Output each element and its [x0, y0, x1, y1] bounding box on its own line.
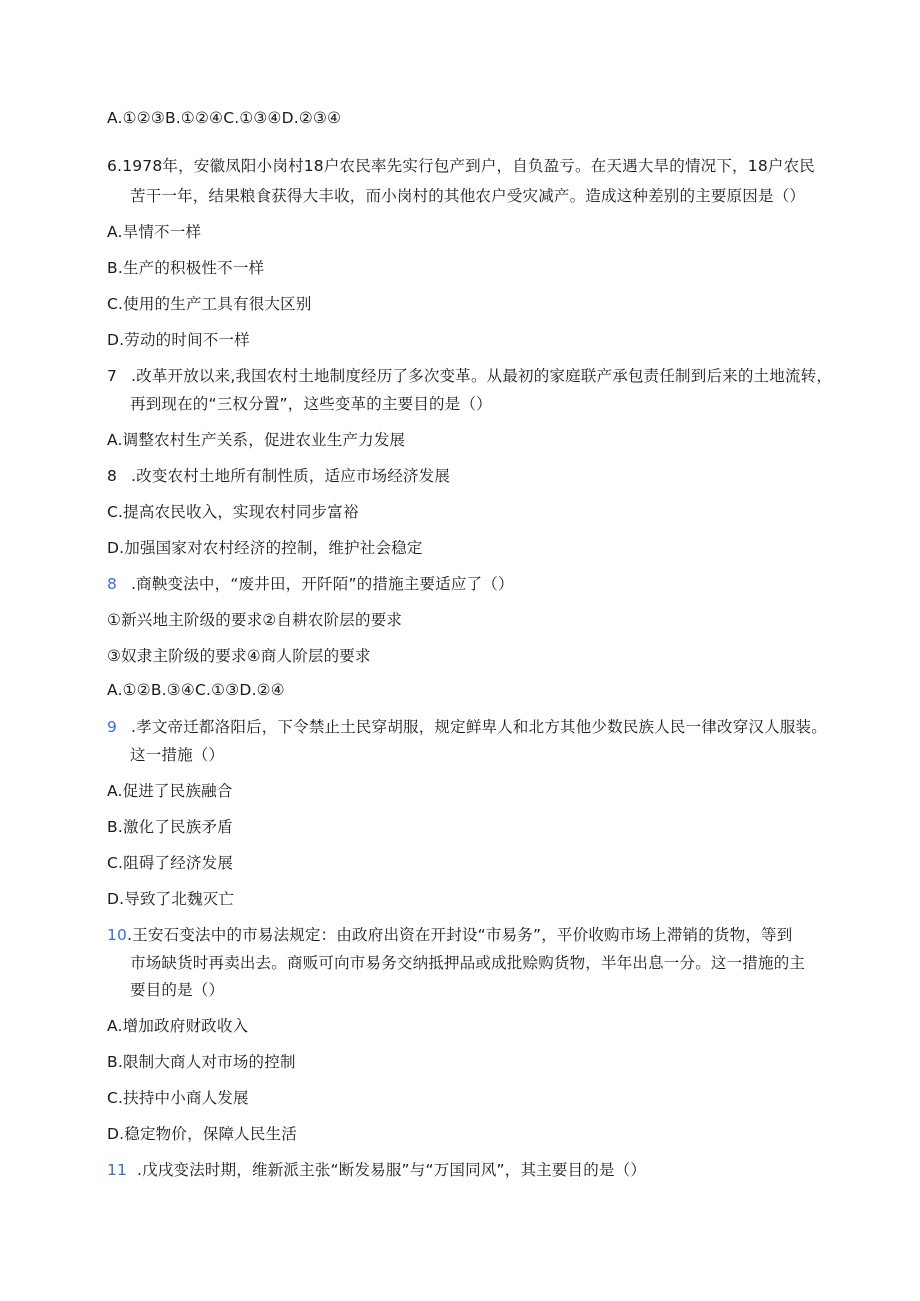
q11-stem [107, 1160, 646, 1180]
q6-option-a: A.旱情不一样 [107, 223, 202, 241]
q10-option-d: D.稳定物价，保障人民生活 [107, 1125, 297, 1143]
q7-option-b [107, 466, 450, 486]
q10-option-c: C.扶持中小商人发展 [107, 1089, 249, 1107]
q6-option-d: D.劳动的时间不一样 [107, 331, 250, 349]
q9-option-c: C.阻碍了经济发展 [107, 854, 234, 872]
q10-stem-line2: 市场缺货时再卖出去。商贩可向市易务交纳抵押品或成批赊购货物，半年出息一分。这一措施的主 [130, 954, 806, 972]
q6-stem-line1: 6.1978年，安徽凤阳小岗村18户农民率先实行包产到户，自负盈亏。在天遇大旱的情况下，18户农民 [107, 157, 815, 175]
q6-stem-line2: 苦干一年，结果粮食获得大丰收，而小岗村的其他农户受灾减产。造成这种差别的主要原因是（） [130, 187, 806, 205]
q9-number: 9 [107, 718, 118, 736]
q10-option-a: A.增加政府财政收入 [107, 1017, 249, 1035]
q10-number: 10 [107, 926, 128, 944]
q8-stem [107, 574, 514, 594]
q11-number: 11 [107, 1161, 128, 1179]
q7-stem-line1 [107, 366, 832, 386]
q8-stem-text: .商鞅变法中，“废井田，开阡陌”的措施主要适应了（） [131, 575, 514, 593]
q8-options: A.①②B.③④C.①③D.②④ [107, 681, 285, 699]
q8-items-1: ①新兴地主阶级的要求②自耕农阶层的要求 [107, 611, 403, 629]
q7-option-d: D.加强国家对农村经济的控制，维护社会稳定 [107, 539, 423, 557]
q9-option-b: B.激化了民族矛盾 [107, 818, 233, 836]
q7-option-a: A.调整农村生产关系，促进农业生产力发展 [107, 431, 406, 449]
q9-option-a: A.促进了民族融合 [107, 782, 233, 800]
q6-option-c: C.使用的生产工具有很大区别 [107, 295, 312, 313]
q7-number: 7 [107, 367, 118, 385]
q9-stem-text: .孝文帝迁都洛阳后，下令禁止土民穿胡服，规定鲜卑人和北方其他少数民族人民一律改穿汉人服装。 [131, 718, 827, 736]
q10-stem-line3: 要目的是（） [130, 981, 225, 999]
q7-stem-line2: 再到现在的“三权分置”，这些变革的主要目的是（） [130, 395, 492, 413]
q9-stem-line2: 这一措施（） [130, 746, 225, 764]
q10-option-b: B.限制大商人对市场的控制 [107, 1053, 296, 1071]
q10-stem-text: .王安石变法中的市易法规定：由政府出资在开封设“市易务”，平价收购市场上滞销的货物，等到 [127, 926, 793, 944]
q7-option-c: C.提高农民收入，实现农村同步富裕 [107, 503, 359, 521]
q7-option-b-number: 8 [107, 467, 118, 485]
q6-option-b: B.生产的积极性不一样 [107, 259, 265, 277]
q5-options: A.①②③B.①②④C.①③④D.②③④ [107, 109, 342, 127]
q9-option-d: D.导致了北魏灭亡 [107, 890, 235, 908]
q7-stem-text: .改革开放以来,我国农村土地制度经历了多次变革。从最初的家庭联产承包责任制到后来的土地流转， [131, 367, 833, 385]
q8-items-2: ③奴隶主阶级的要求④商人阶层的要求 [107, 647, 371, 665]
q8-number: 8 [107, 575, 118, 593]
q7-option-b-text: .改变农村土地所有制性质，适应市场经济发展 [131, 467, 451, 485]
q11-stem-text: .戊戌变法时期，维新派主张“断发易服”与“万国同风”，其主要目的是（） [137, 1161, 647, 1179]
q10-stem-line1 [107, 925, 792, 945]
q9-stem-line1 [107, 717, 827, 737]
